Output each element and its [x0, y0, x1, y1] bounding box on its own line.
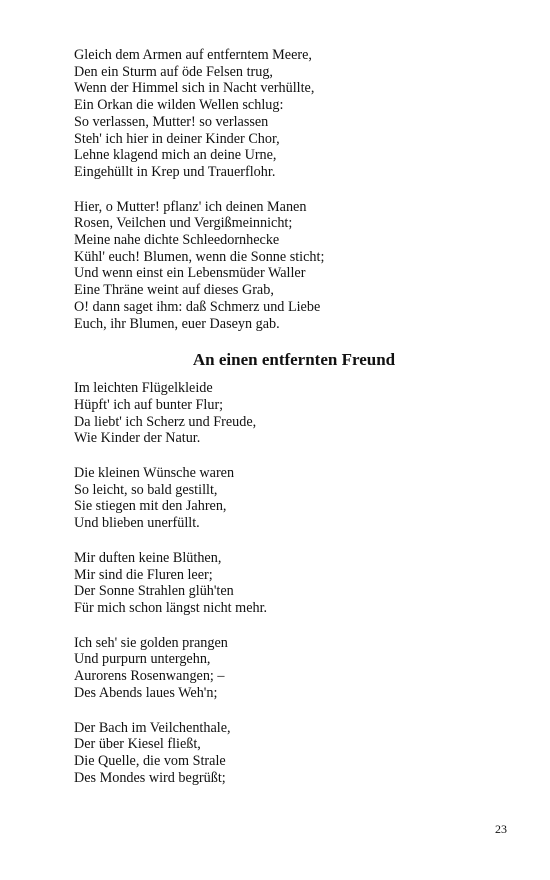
- poem1-stanza-1: [74, 47, 484, 181]
- poem-line: Die kleinen Wünsche waren: [74, 465, 235, 482]
- poem-line: Euch, ihr Blumen, euer Daseyn gab.: [74, 315, 280, 332]
- poem-line: Hier, o Mutter! pflanz' ich deinen Manen: [74, 198, 307, 215]
- poem-line: Steh' ich hier in deiner Kinder Chor,: [74, 130, 280, 147]
- poem-line: Aurorens Rosenwangen; –: [74, 668, 225, 685]
- poem-line: Gleich dem Armen auf entferntem Meere,: [74, 47, 312, 63]
- poem-line: Eine Thräne weint auf dieses Grab,: [74, 282, 274, 299]
- poem-line: Hüpft' ich auf bunter Flur;: [74, 396, 224, 413]
- poem1-stanza-2: [74, 199, 484, 333]
- poem-line: Der über Kiesel fließt,: [74, 736, 201, 753]
- poem-title: An einen entfernten Freund: [192, 350, 396, 370]
- poem-line: Der Bach im Veilchenthale,: [74, 719, 231, 736]
- poem-line: Sie stiegen mit den Jahren,: [74, 498, 227, 515]
- poem-line: Da liebt' ich Scherz und Freude,: [74, 413, 257, 430]
- poem2-stanza-5: [74, 720, 484, 787]
- poem2-stanza-2: [74, 465, 484, 532]
- poem-line: Wie Kinder der Natur.: [74, 430, 201, 447]
- poem-line: Und purpurn untergehn,: [74, 651, 211, 668]
- poem-line: Mir sind die Fluren leer;: [74, 566, 213, 583]
- poem-line: Und blieben unerfüllt.: [74, 515, 200, 532]
- poem-line: Rosen, Veilchen und Vergißmeinnicht;: [74, 215, 293, 232]
- poem2-stanza-1: [74, 380, 484, 447]
- poem-line: Und wenn einst ein Lebensmüder Waller: [74, 265, 306, 282]
- poem-line: Im leichten Flügelkleide: [74, 380, 213, 397]
- poem-line: Die Quelle, die vom Strale: [74, 752, 226, 769]
- poem-line: Mir duften keine Blüthen,: [74, 549, 222, 566]
- poem-line: Ich seh' sie golden prangen: [74, 634, 228, 651]
- poem-line: Kühl' euch! Blumen, wenn die Sonne sticht;: [74, 248, 325, 265]
- poem-line: Ein Orkan die wilden Wellen schlug:: [74, 97, 284, 114]
- poem-line: Lehne klagend mich an deine Urne,: [74, 147, 277, 164]
- poem2-stanza-4: [74, 635, 484, 702]
- poem-line: Meine nahe dichte Schleedornhecke: [74, 232, 280, 249]
- poem-line: Für mich schon längst nicht mehr.: [74, 599, 268, 616]
- page-number: 23: [495, 822, 507, 836]
- page-body: [74, 47, 484, 804]
- poem-line: Eingehüllt in Krep und Trauerflohr.: [74, 163, 276, 180]
- poem-line: So leicht, so bald gestillt,: [74, 481, 218, 498]
- poem-line: So verlassen, Mutter! so verlassen: [74, 113, 269, 130]
- poem-line: Der Sonne Strahlen glüh'ten: [74, 583, 234, 600]
- poem-line: Den ein Sturm auf öde Felsen trug,: [74, 63, 273, 80]
- poem-line: O! dann saget ihm: daß Schmerz und Liebe: [74, 298, 321, 315]
- poem-line: Des Mondes wird begrüßt;: [74, 769, 226, 786]
- poem-line: Wenn der Himmel sich in Nacht verhüllte,: [74, 80, 315, 97]
- poem-line: Des Abends laues Weh'n;: [74, 684, 218, 701]
- poem2-stanza-3: [74, 550, 484, 617]
